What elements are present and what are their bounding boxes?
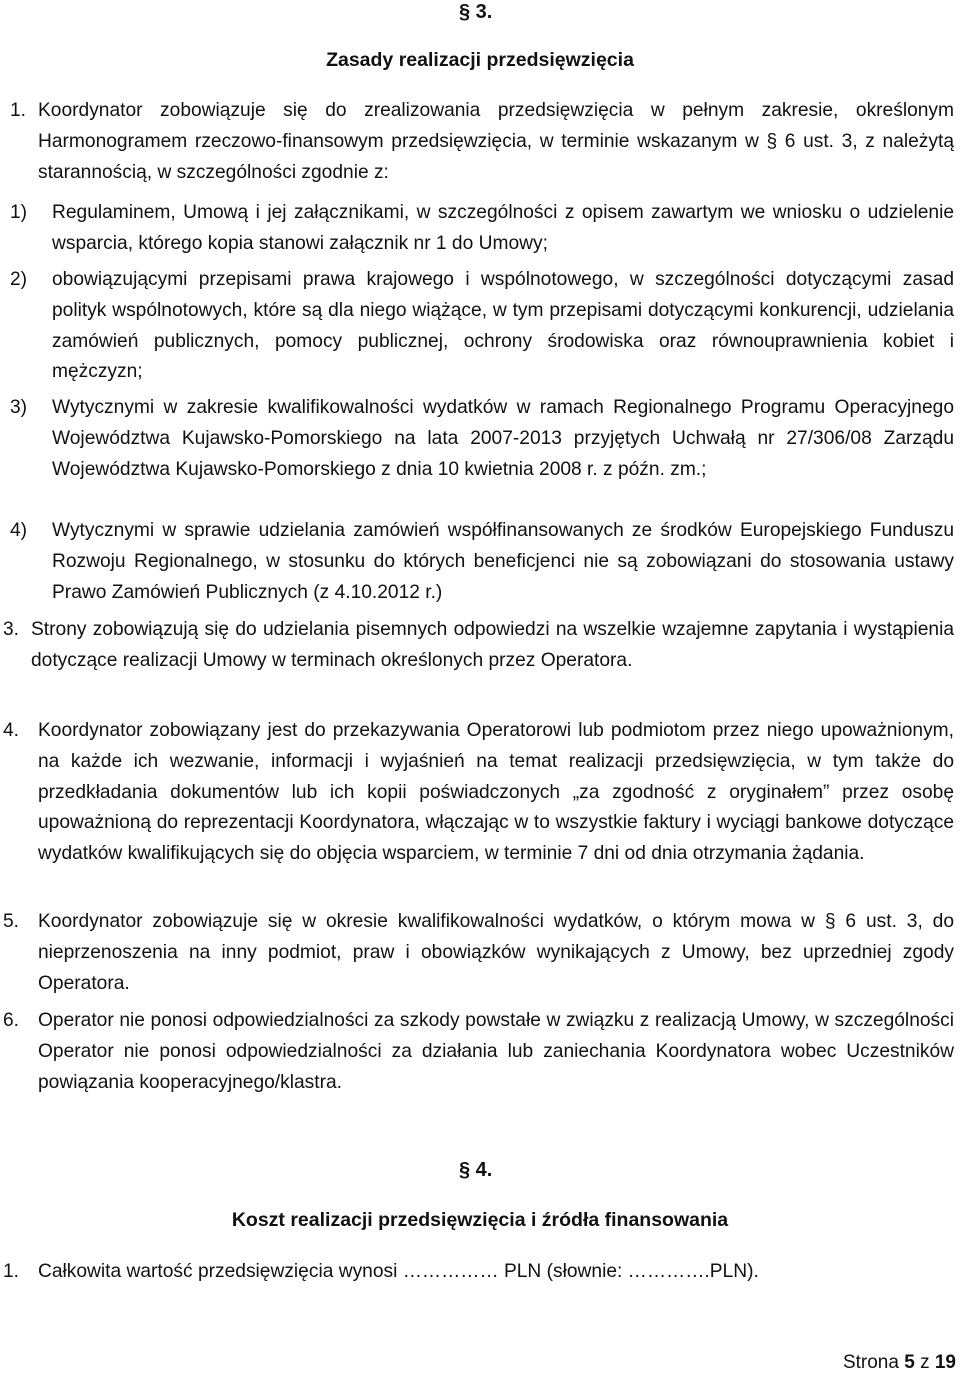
subitem-4-number: 4) <box>10 520 28 541</box>
section-4-title: Koszt realizacji przedsięwzięcia i źródła finansowania <box>231 1209 729 1231</box>
item-3-text: Strony zobowiązują się do udzielania pisemnych odpowiedzi na wszelkie wzajemne zapytania i wystąpienia dotyczące realizacji Umowy w terminach określonych przez Operatora. <box>31 619 954 671</box>
subitem-1-number: 1) <box>10 202 28 223</box>
sec4-item-1-number: 1. <box>3 1261 20 1282</box>
item-6-text: Operator nie ponosi odpowiedzialności za szkody powstałe w związku z realizacją Umowy, w szczególności Operator nie ponosi odpowiedzialności za działania lub zaniechania Koordynatora wobec Uczestników powiązania kooperacyjnego/klastra. <box>38 1010 954 1093</box>
item-5-text: Koordynator zobowiązuje się w okresie kwalifikowalności wydatków, o którym mowa w § 6 ust. 3, do nieprzenoszenia na inny podmiot, praw i obowiązków wynikających z Umowy, bez uprzedniej zgody Operatora. <box>38 911 954 994</box>
footer-prefix: Strona <box>842 1352 899 1373</box>
footer-page-number: 5 <box>904 1352 915 1373</box>
item-3-number: 3. <box>3 619 20 640</box>
section-3-title: Zasady realizacji przedsięwzięcia <box>326 49 634 71</box>
item-6-number: 6. <box>3 1010 20 1031</box>
subitem-2-text: obowiązującymi przepisami prawa krajowego i wspólnotowego, w szczególności dotyczącymi zasad polityk wspólnotowych, które są dla niego wiążące, w tym przepisami dotyczącymi konkurencji, udzielania zamówień publicznych, pomocy publicznej, ochrony środowiska oraz równouprawnienia kobiet i mężczyzn; <box>52 269 954 383</box>
item-1-text: Koordynator zobowiązuje się do zrealizowania przedsięwzięcia w pełnym zakresie, określonym Harmonogramem rzeczowo-finansowym przedsięwzięcia, w terminie wskazanym w § 6 ust. 3, z należytą starannością, w szczególności zgodnie z: <box>38 100 954 183</box>
footer-of: z <box>920 1352 930 1373</box>
section-4-number: § 4. <box>459 1159 493 1181</box>
section-3-number: § 3. <box>459 1 493 23</box>
sec4-item-1-text: Całkowita wartość przedsięwzięcia wynosi …………… PLN (słownie: ………….PLN). <box>38 1261 759 1282</box>
subitem-2-number: 2) <box>10 269 28 290</box>
subitem-3-text: Wytycznymi w zakresie kwalifikowalności wydatków w ramach Regionalnego Programu Operacyjnego Województwa Kujawsko-Pomorskiego na lata 2007-2013 przyjętych Uchwałą nr 27/306/08 Zarządu Województwa Kujawsko-Pomorskiego z dnia 10 kwietnia 2008 r. z późn. zm.; <box>52 397 954 480</box>
footer-page-total: 19 <box>934 1352 956 1373</box>
subitem-4-text: Wytycznymi w sprawie udzielania zamówień współfinansowanych ze środków Europejskiego Funduszu Rozwoju Regionalnego, w stosunku do których beneficjenci nie są zobowiązani do stosowania ustawy Prawo Zamówień Publicznych (z 4.10.2012 r.) <box>52 520 954 603</box>
item-5-number: 5. <box>3 911 20 932</box>
item-1-number: 1. <box>10 100 27 121</box>
subitem-1-text: Regulaminem, Umową i jej załącznikami, w szczególności z opisem zawartym we wniosku o udzielenie wsparcia, którego kopia stanowi załącznik nr 1 do Umowy; <box>52 202 954 254</box>
item-4-number: 4. <box>3 720 20 741</box>
subitem-3-number: 3) <box>10 397 28 418</box>
page-footer <box>843 1350 956 1376</box>
item-4-text: Koordynator zobowiązany jest do przekazywania Operatorowi lub podmiotom przez niego upoważnionym, na każde ich wezwanie, informacji i wyjaśnień na temat realizacji przedsięwzięcia, w tym także do przedkładania dokumentów lub ich kopii poświadczonych „za zgodność z oryginałem” przez osobę upoważnioną do reprezentacji Koordynatora, włączając w to wszystkie faktury i wyciągi bankowe dotyczące wydatków kwalifikujących się do objęcia wsparciem, w terminie 7 dni od dnia otrzymania żądania. <box>38 720 954 865</box>
